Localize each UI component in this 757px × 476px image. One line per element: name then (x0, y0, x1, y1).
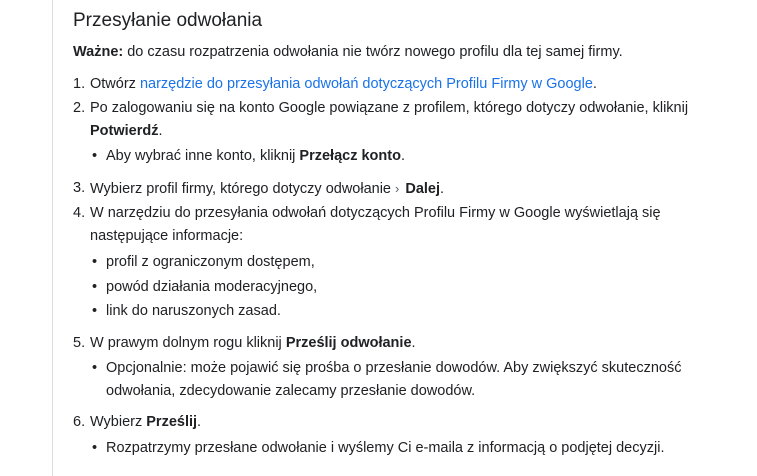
step-text-end: . (411, 335, 416, 351)
bullet-dot: • (92, 440, 98, 456)
step-4 (73, 202, 683, 248)
bullet-text: Opcjonalnie: może pojawić się prośba o przesłanie dowodów. Aby zwiększyć skuteczność odwołania, zdecydowanie zalecamy przesłanie dowodów. (106, 360, 682, 399)
step-number: 5. (73, 335, 86, 351)
step-number: 3. (73, 180, 86, 196)
step-text-end: . (592, 76, 597, 92)
step-text-end: . (158, 123, 163, 139)
bullet-dot: • (92, 360, 98, 376)
note-label: Ważne: (73, 44, 124, 60)
step-number: 1. (73, 76, 86, 92)
bullet-dot: • (92, 148, 98, 164)
bullet-dot: • (92, 279, 98, 295)
confirm-label: Potwierdź (90, 123, 159, 139)
switch-account-label: Przełącz konto (299, 148, 401, 164)
next-label: Dalej (405, 181, 441, 197)
bullet-text: link do naruszonych zasad. (106, 303, 281, 319)
step-4-bullet-1 (90, 251, 713, 274)
step-6 (73, 411, 713, 434)
step-text: Wybierz (90, 414, 147, 430)
left-divider (52, 0, 53, 476)
step-3 (73, 177, 713, 201)
step-text: Otwórz (90, 76, 140, 92)
step-6-bullet-1 (90, 437, 713, 460)
important-note (73, 42, 623, 62)
step-text: Po zalogowaniu się na konto Google powiązane z profilem, którego dotyczy odwołanie, kliknij (90, 100, 689, 116)
appeal-tool-link[interactable]: narzędzie do przesyłania odwołań dotyczących Profilu Firmy w Google (139, 76, 593, 92)
bullet-dot: • (92, 254, 98, 270)
bullet-text: Rozpatrzymy przesłane odwołanie i wyślemy Ci e-maila z informacją o podjętej decyzji. (106, 440, 665, 456)
step-5-bullet-1 (90, 357, 703, 403)
step-text: W prawym dolnym rogu kliknij (90, 335, 286, 351)
step-2 (73, 97, 708, 143)
step-1 (73, 73, 713, 96)
step-2-bullet-1 (90, 145, 713, 168)
bullet-text: profil z ograniczonym dostępem, (106, 254, 315, 270)
step-text-end: . (197, 414, 202, 430)
step-number: 6. (73, 414, 86, 430)
section-title: Przesyłanie odwołania (73, 10, 263, 31)
step-number: 2. (73, 100, 86, 116)
chevron-right-icon: › (395, 181, 400, 196)
step-5 (73, 332, 713, 355)
bullet-text-end: . (400, 148, 405, 164)
submit-label: Prześlij (146, 414, 198, 430)
step-text: W narzędziu do przesyłania odwołań dotyczących Profilu Firmy w Google wyświetlają się następujące informacje: (90, 205, 661, 244)
step-number: 4. (73, 205, 86, 221)
step-4-bullet-2 (90, 276, 713, 299)
note-text: do czasu rozpatrzenia odwołania nie twórz nowego profilu dla tej samej firmy. (123, 44, 623, 60)
step-text-end: . (440, 181, 445, 197)
bullet-dot: • (92, 303, 98, 319)
step-4-bullet-3 (90, 300, 713, 323)
bullet-text: Aby wybrać inne konto, kliknij (106, 148, 300, 164)
step-text: Wybierz profil firmy, którego dotyczy odwołanie (90, 181, 391, 197)
submit-appeal-label: Prześlij odwołanie (285, 335, 412, 351)
bullet-text: powód działania moderacyjnego, (106, 279, 318, 295)
